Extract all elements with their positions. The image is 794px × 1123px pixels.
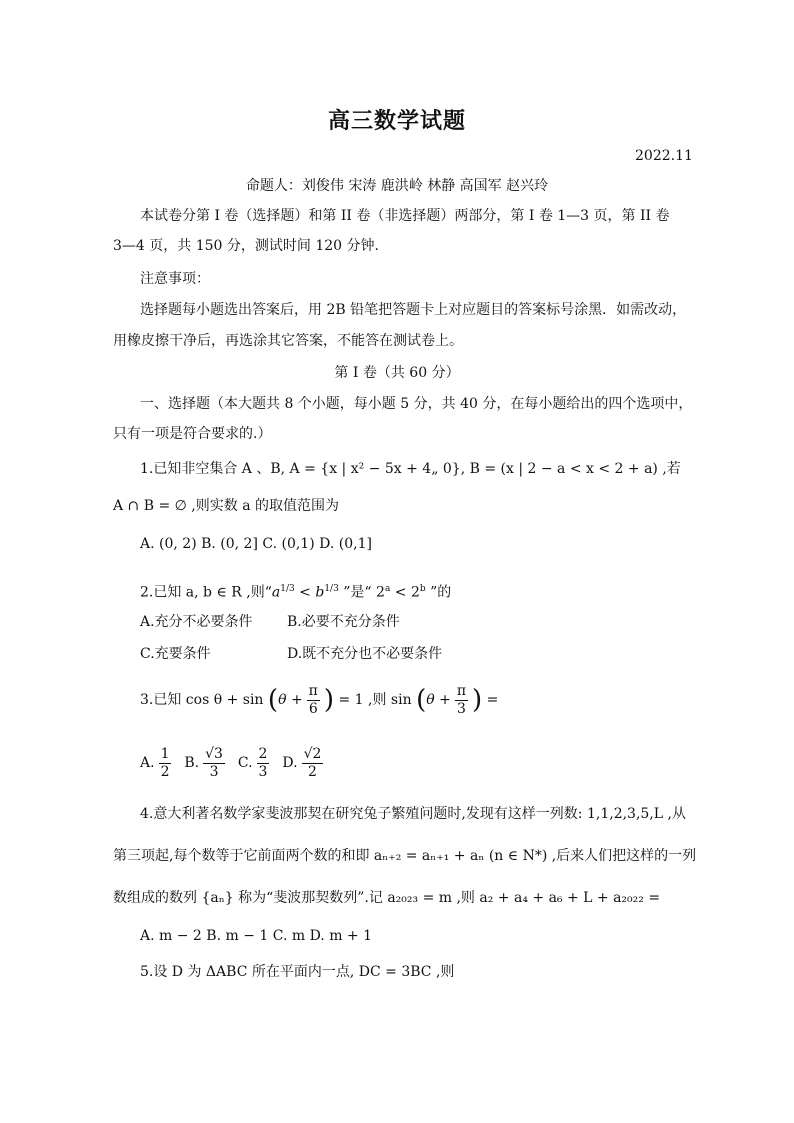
q2-var-a: a: [271, 584, 281, 601]
q4-line-3: 数组成的数列 {aₙ} 称为“斐波那契数列”.记 a₂₀₂₃ = m ,则 a₂ + a₄ + a₆ + L + a₂₀₂₂ =: [113, 890, 661, 906]
q1-line-1: 1.已知非空集合 A 、B, A = {x | x² − 5x + 4„ 0}, B = (x | 2 − a < x < 2 + a) ,若: [140, 461, 681, 477]
q2-text-3: < 2: [390, 584, 420, 601]
notice-line-1: 选择题每小题选出答案后，用 2B 铅笔把答题卡上对应题目的答案标号涂黑．如需改动，: [140, 302, 687, 318]
q3-fraction-2: $\frac{\pi}{3}$: [456, 682, 467, 717]
authors-line: 命题人：刘俊伟 宋涛 鹿洪岭 林静 高国军 赵兴玲: [245, 178, 549, 194]
q2-option-a: A.充分不必要条件: [140, 614, 253, 630]
q4-line-2: 第三项起,每个数等于它前面两个数的和即 aₙ₊₂ = aₙ₊₁ + aₙ (n ∈ N*) ,后来人们把这样的一列: [113, 848, 697, 864]
exam-date: 2022.11: [635, 148, 693, 164]
q4-line-1: 4.意大利著名数学家斐波那契在研究兔子繁殖问题时,发现有这样一列数: 1,1,2,3,5,L ,从: [140, 806, 686, 822]
q3-theta-1: θ +: [278, 692, 303, 708]
q1-options: A. (0, 2) B. (0, 2] C. (0,1) D. (0,1]: [140, 536, 372, 552]
q2-line: [140, 580, 451, 602]
q3-option-b-fraction: $\frac{√3}{3}$: [205, 745, 223, 780]
notice-title: 注意事项：: [140, 271, 210, 287]
q3-text-3: =: [486, 692, 499, 708]
q3-text-1: 3.已知 cos θ + sin: [140, 692, 264, 708]
q3-options: A. $\frac{1}{2}$ B. $\frac{√3}{3}$ C. $\frac{2}{3}$ D. $\frac{√2}{2}$: [140, 745, 322, 780]
q2-prefix: 2.已知 a, b ∈ R ,则“: [140, 584, 272, 601]
page-title: 高三数学试题: [327, 108, 466, 134]
q2-exp-1: 1/3: [280, 584, 295, 594]
part1-heading: 第 I 卷（共 60 分）: [334, 365, 460, 381]
q2-option-b: B.必要不充分条件: [287, 614, 400, 630]
q1-line-2: A ∩ B = ∅ ,则实数 a 的取值范围为: [113, 498, 340, 514]
q2-option-d: D.既不充分也不必要条件: [287, 646, 443, 662]
q2-suffix: ”的: [425, 584, 452, 601]
q3-option-c-fraction: $\frac{2}{3}$: [258, 745, 268, 780]
q2-exp-2: 1/3: [324, 584, 339, 594]
q3-option-a-fraction: $\frac{1}{2}$: [160, 745, 170, 780]
notice-line-2: 用橡皮擦干净后，再选涂其它答案，不能答在测试卷上。: [113, 333, 463, 349]
q3-fraction-1: $\frac{\pi}{6}$: [308, 682, 318, 717]
q2-var-b: < b: [294, 584, 325, 601]
q3-theta-2: θ +: [426, 692, 451, 708]
intro-line-2: 3—4 页，共 150 分，测试时间 120 分钟．: [113, 238, 389, 254]
q3-option-d-fraction: $\frac{√2}{2}$: [303, 745, 322, 780]
q2-exp-4: b: [419, 584, 426, 594]
q3-text-2: = 1 ,则 sin: [338, 692, 412, 708]
q3-line: 3.已知 cos θ + sin (θ + $\frac{\pi}{6}$ ) = 1 ,则 sin (θ + $\frac{\pi}{3}$ ) =: [140, 682, 499, 717]
intro-line-1: 本试卷分第 I 卷（选择题）和第 II 卷（非选择题）两部分，第 I 卷 1—3 页，第 II 卷: [140, 208, 670, 224]
q4-options: A. m − 2 B. m − 1 C. m D. m + 1: [140, 928, 373, 944]
section-line-2: 只有一项是符合要求的.）: [113, 426, 272, 442]
q2-exp-3: a: [384, 584, 391, 594]
q2-option-c: C.充要条件: [140, 646, 211, 662]
section-line-1: 一、选择题（本大题共 8 个小题，每小题 5 分，共 40 分，在每小题给出的四个选项中，: [140, 396, 693, 412]
q5-line-1: 5.设 D 为 ΔABC 所在平面内一点, DC = 3BC ,则: [140, 964, 455, 980]
q2-text-2: ”是“ 2: [338, 584, 385, 601]
